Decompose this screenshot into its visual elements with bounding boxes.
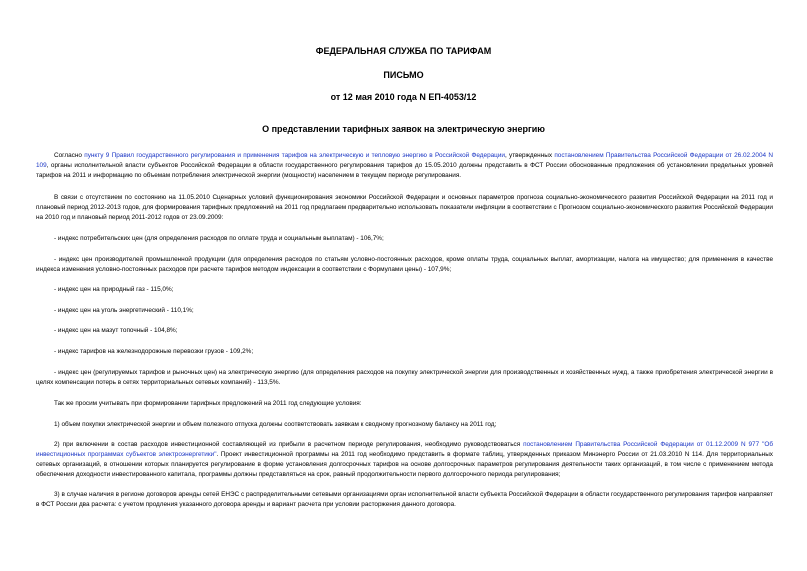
paragraph-text: Согласно <box>54 152 85 159</box>
condition-item: 1) объем покупки электрической энергии и объем полезного отпуска должны соответствовать заявкам к сводному прогнозному балансу на 2011 год; <box>54 421 497 428</box>
paragraph-inflation-forecast: В связи с отсутствием по состоянию на 11.05.2010 Сценарных условий функционирования экономики Российской Федерации и основных параметров прогноза социально-экономического развития Российской Федерации на 2011 год и плановый период 2012-2013 годов, для формирования тарифных предложений на 2011 год предлагаем предварительно использовать показатели инфляции в соответствии с Прогнозом социально-экономического развития Российской Федерации на 2010 год и плановый период 2011-2012 годов от 23.09.2009: <box>36 194 773 221</box>
list-item-index: - индекс цен на мазут топочный - 104,8%; <box>54 327 178 334</box>
list-item-index: - индекс цен производителей промышленной продукции (для определения расходов по статьям условно-постоянных расходов, кроме оплаты труда, социальных выплат, амортизации, налога на имущество; для применения в качестве индекса изменения условно-постоянных расходов при расчете тарифов методом индексации в соответствии с Формулами цены) - 107,9%; <box>36 256 773 273</box>
link-tariff-rules[interactable]: пункту 9 Правил государственного регулирования и применения тарифов на электрическую и тепловую энергию в Российской Федерации <box>84 152 505 159</box>
document-title: О представлении тарифных заявок на электрическую энергию <box>262 124 545 134</box>
document-date-number: от 12 мая 2010 года N ЕП-4053/12 <box>330 92 477 102</box>
link-government-decree-109[interactable]: постановлением Правительства Российской Федерации от 26.02.2004 N 109 <box>36 152 773 169</box>
link-government-decree-977[interactable]: постановлением Правительства Российской Федерации от 01.12.2009 N 977 "Об инвестиционных программах субъектов электроэнергетики" <box>36 441 773 458</box>
paragraph-text: 2) при включении в состав расходов инвестиционной составляющей из прибыли в расчетном периоде регулирования, необходимо руководствоваться <box>54 441 524 448</box>
condition-item: 3) в случае наличия в регионе договоров аренды сетей ЕНЭС с распределительными сетевыми организациями орган исполнительной власти субъекта Российской Федерации в области государственного регулирования тарифов направляет в ФСТ России два расчета: с учетом продления указанного договора аренды и вариант расчета при условии расторжения данного договора. <box>36 491 773 508</box>
list-item-index: - индекс цен на уголь энергетический - 110,1%; <box>54 307 194 314</box>
list-item-index: - индекс цен (регулируемых тарифов и рыночных цен) на электрическую энергию (для определения расходов на покупку электрической энергии для производственных и хозяйственных нужд, а также приобретения электрической энергии в целях компенсации потерь в сетях территориальных сетевых компаний) - 113,5%. <box>36 369 773 386</box>
document-type: ПИСЬМО <box>383 70 424 80</box>
list-item-index: - индекс цен на природный газ - 115,0%; <box>54 286 174 293</box>
agency-name: ФЕДЕРАЛЬНАЯ СЛУЖБА ПО ТАРИФАМ <box>315 46 492 56</box>
list-item-index: - индекс тарифов на железнодорожные перевозки грузов - 109,2%; <box>54 348 254 355</box>
paragraph-legal-basis <box>36 151 773 181</box>
paragraph-text: , утвержденных <box>504 152 555 159</box>
list-item-index: - индекс потребительских цен (для определения расходов по оплате труда и социальным выплатам) - 106,7%; <box>54 235 384 242</box>
paragraph-text: , органы исполнительной власти субъектов Российской Федерации в области государственного регулирования тарифов до 15.05.2010 должны представить в ФСТ России обоснованные предложения об установлении предельных уровней тарифов на 2011 и информацию по объемам потребления электрической энергии (мощности) населением в текущем периоде регулирования. <box>36 162 773 179</box>
paragraph-text: . Проект инвестиционной программы на 2011 год необходимо представить в формате таблиц, утвержденных приказом Минэнерго России от 21.03.2010 N 114. Для территориальных сетевых организаций, в отношении которых планируется регулирование в форме установления долгосрочных тарифов на основе долгосрочных параметров регулирования деятельности таких организаций, в том числе с применением метода обеспечения доходности инвестированного капитала, программы должны представляться на срок, равный продолжительности первого долгосрочного периода регулирования; <box>36 451 774 478</box>
condition-item <box>36 440 773 480</box>
paragraph-conditions-intro: Так же просим учитывать при формировании тарифных предложений на 2011 год следующие условия: <box>54 400 362 407</box>
